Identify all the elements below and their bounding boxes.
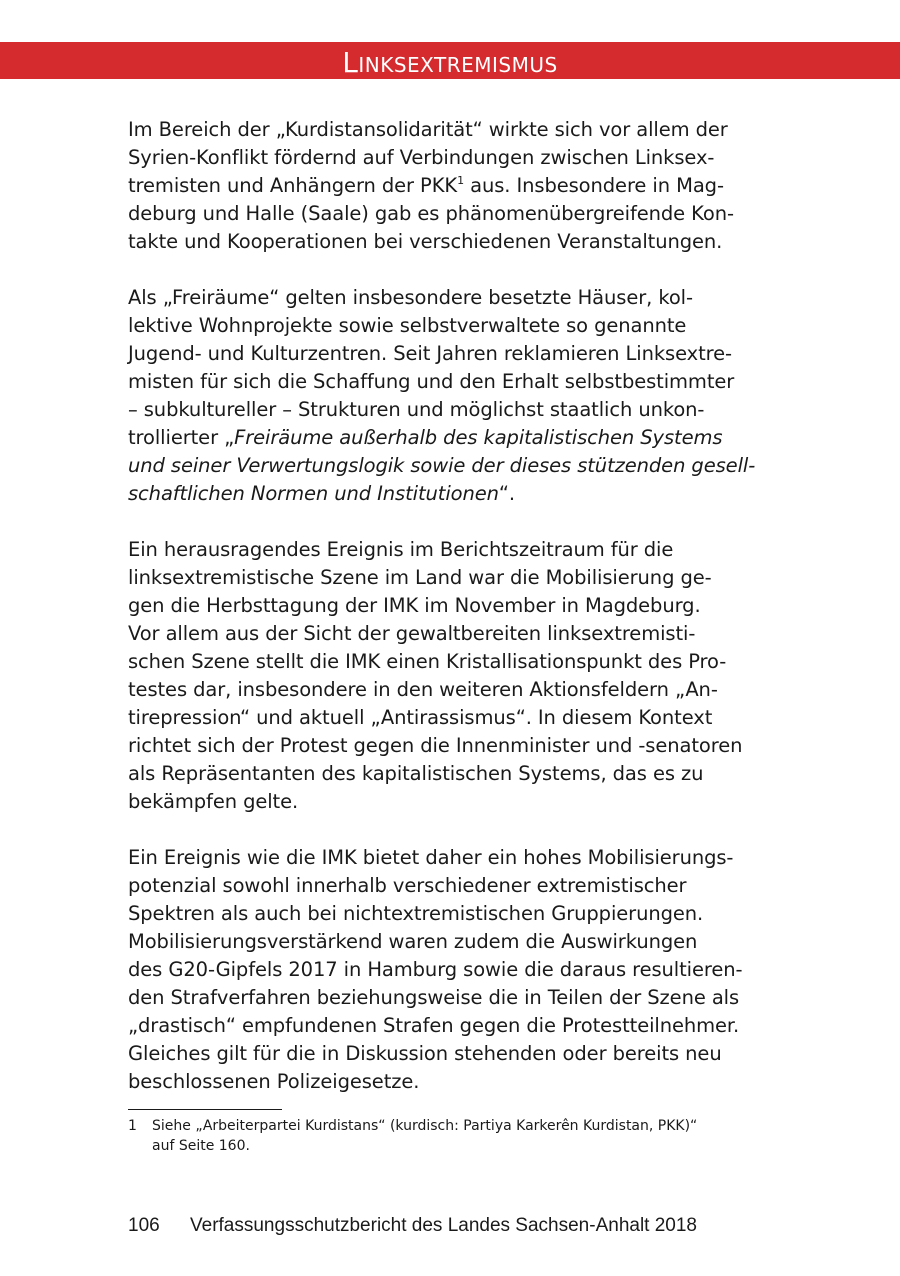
- paragraph-freiraeume: [128, 284, 778, 508]
- page-number: 106: [128, 1215, 160, 1236]
- quoted-text: und seiner Verwertungslogik sowie der dieses stützenden gesell-: [128, 454, 756, 477]
- text-line: testes dar, insbesondere in den weiteren Aktionsfeldern „An-: [128, 678, 718, 701]
- footnote: [128, 1116, 778, 1156]
- text-line: – subkultureller – Strukturen und möglichst staatlich unkon-: [128, 398, 705, 421]
- text-line-end: aus. Insbesondere in Mag-: [464, 174, 724, 197]
- text-line: Vor allem aus der Sicht der gewaltbereiten linksextremisti-: [128, 622, 696, 645]
- footnote-number: 1: [128, 1118, 137, 1134]
- text-line: als Repräsentanten des kapitalistischen Systems, das es zu: [128, 762, 704, 785]
- text-line: takte und Kooperationen bei verschiedenen Veranstaltungen.: [128, 230, 723, 253]
- text-line: tirepression“ und aktuell „Antirassismus“. In diesem Kontext: [128, 706, 713, 729]
- text-line: bekämpfen gelte.: [128, 790, 299, 813]
- text-line: schen Szene stellt die IMK einen Kristallisationspunkt des Pro-: [128, 650, 727, 673]
- text-line: des G20-Gipfels 2017 in Hamburg sowie die daraus resultieren-: [128, 958, 743, 981]
- text-line: gen die Herbsttagung der IMK im November in Magdeburg.: [128, 594, 701, 617]
- text-line: den Strafverfahren beziehungsweise die in Teilen der Szene als: [128, 986, 740, 1009]
- quoted-text: schaftlichen Normen und Institutionen: [128, 482, 499, 505]
- text-line-end: “.: [498, 482, 516, 505]
- text-line: Als „Freiräume“ gelten insbesondere besetzte Häuser, kol-: [128, 286, 693, 309]
- paragraph-mobilization: [128, 844, 778, 1096]
- text-line: „drastisch“ empfundenen Strafen gegen die Protestteilnehmer.: [128, 1014, 740, 1037]
- text-line: potenzial sowohl innerhalb verschiedener extremistischer: [128, 874, 687, 897]
- footnote-text: Siehe „Arbeiterpartei Kurdistans“ (kurdisch: Partiya Karkerên Kurdistan, PKK)“: [152, 1118, 698, 1134]
- text-line: misten für sich die Schaffung und den Erhalt selbstbestimmter: [128, 370, 735, 393]
- text-line: Mobilisierungsverstärkend waren zudem die Auswirkungen: [128, 930, 698, 953]
- text-line: [128, 424, 778, 452]
- paragraph-imk-event: [128, 536, 778, 816]
- text-line: linksextremistische Szene im Land war die Mobilisierung ge-: [128, 566, 712, 589]
- quoted-text: Freiräume außerhalb des kapitalistischen Systems: [234, 426, 723, 449]
- footnote-marker[interactable]: 1: [457, 174, 465, 187]
- text-line: Syrien-Konflikt fördernd auf Verbindungen zwischen Linksex-: [128, 146, 715, 169]
- text-line-start: tremisten und Anhängern der PKK: [128, 174, 458, 197]
- text-line: deburg und Halle (Saale) gab es phänomenübergreifende Kon-: [128, 202, 734, 225]
- text-line: Im Bereich der „Kurdistansolidarität“ wirkte sich vor allem der: [128, 118, 728, 141]
- main-text: [128, 116, 778, 1124]
- text-line: Ein herausragendes Ereignis im Berichtszeitraum für die: [128, 538, 674, 561]
- text-line: richtet sich der Protest gegen die Innenminister und -senatoren: [128, 734, 743, 757]
- text-line: [128, 452, 778, 480]
- text-line: [128, 480, 778, 508]
- text-line: Gleiches gilt für die in Diskussion stehenden oder bereits neu: [128, 1042, 722, 1065]
- page-footer: [128, 1214, 697, 1238]
- text-line: Ein Ereignis wie die IMK bietet daher ein hohes Mobilisierungs-: [128, 846, 734, 869]
- text-line: lektive Wohnprojekte sowie selbstverwaltete so genannte: [128, 314, 687, 337]
- footnote-text-continued: auf Seite 160.: [152, 1138, 250, 1154]
- paragraph-kurdistan-solidarity: [128, 116, 778, 256]
- text-line: [128, 172, 778, 200]
- text-line: beschlossenen Polizeigesetze.: [128, 1070, 420, 1093]
- section-title: Linksextremismus: [342, 46, 558, 79]
- text-line: Jugend- und Kulturzentren. Seit Jahren reklamieren Linksextre-: [128, 342, 732, 365]
- publication-title: Verfassungsschutzbericht des Landes Sachsen-Anhalt 2018: [190, 1215, 697, 1236]
- footnote-divider: [128, 1109, 282, 1110]
- text-line-start: trollierter „: [128, 426, 235, 449]
- text-line: Spektren als auch bei nichtextremistischen Gruppierungen.: [128, 902, 704, 925]
